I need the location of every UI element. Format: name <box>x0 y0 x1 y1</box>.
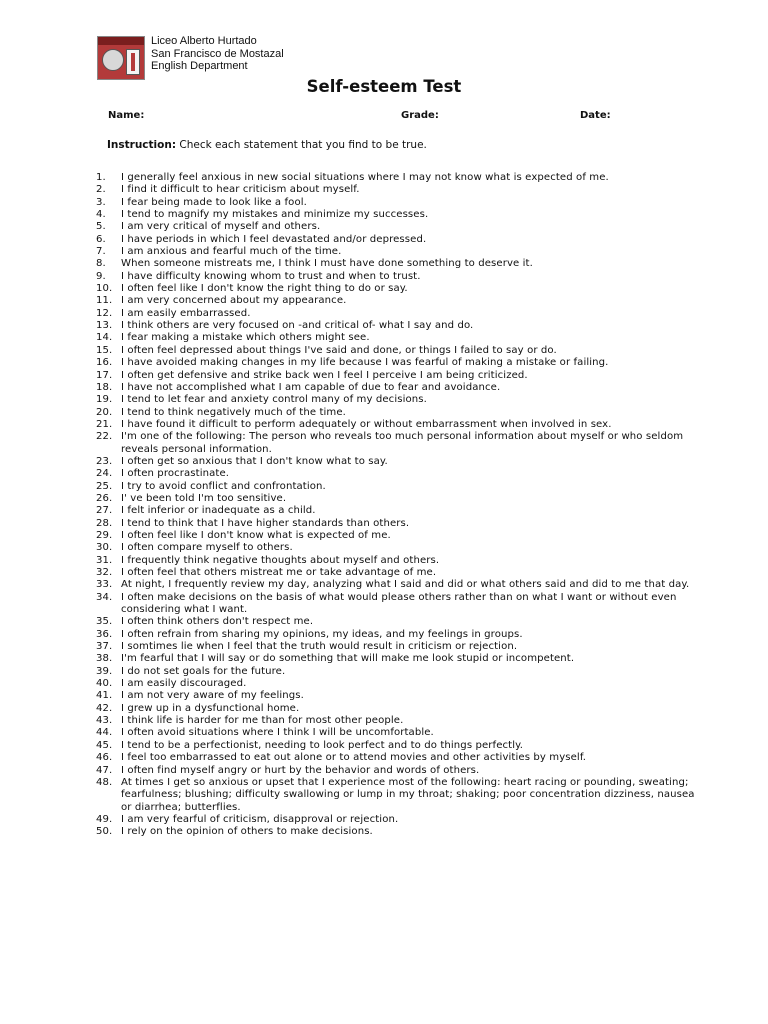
statement-text: I am very concerned about my appearance. <box>121 295 347 307</box>
statement-item <box>96 197 696 209</box>
statement-text: I grew up in a dysfunctional home. <box>121 702 300 714</box>
statement-text: I have avoided making changes in my life because I was fearful of making a mistake or failing. <box>121 357 609 369</box>
statement-number: 44. <box>96 727 113 739</box>
statement-number: 6. <box>96 233 106 245</box>
statement-number: 27. <box>96 505 113 517</box>
statement-number: 14. <box>96 332 113 344</box>
statement-number: 2. <box>96 184 106 196</box>
statement-text: I do not set goals for the future. <box>121 665 286 677</box>
statement-number: 36. <box>96 628 113 640</box>
statement-text: I frequently think negative thoughts about myself and others. <box>121 554 440 566</box>
statement-text: At times I get so anxious or upset that I experience most of the following: heart racing or pounding, sweating; fearfulness; blushing; difficulty swallowing or lump in my throat; shaking; poor concentration dizziness, nausea or diarrhea; butterflies. <box>121 776 695 813</box>
statement-item <box>96 777 696 814</box>
statement-text: I fear making a mistake which others might see. <box>121 332 370 344</box>
statement-item <box>96 542 696 554</box>
statement-item <box>96 320 696 332</box>
statement-number: 11. <box>96 295 113 307</box>
statement-number: 33. <box>96 579 113 591</box>
statement-text: I try to avoid conflict and confrontation. <box>121 480 326 492</box>
statement-item <box>96 283 696 295</box>
statement-number: 41. <box>96 690 113 702</box>
statement-number: 19. <box>96 394 113 406</box>
statement-item <box>96 345 696 357</box>
statement-number: 24. <box>96 468 113 480</box>
statement-number: 20. <box>96 406 113 418</box>
statement-list <box>96 172 696 839</box>
statement-text: I tend to think that I have higher standards than others. <box>121 517 410 529</box>
statement-number: 32. <box>96 567 113 578</box>
statement-text: I generally feel anxious in new social situations where I may not know what is expected of me. <box>121 172 609 183</box>
statement-text: I tend to magnify my mistakes and minimize my successes. <box>121 209 429 221</box>
statement-number: 26. <box>96 492 113 504</box>
statement-item <box>96 666 696 678</box>
statement-item <box>96 703 696 715</box>
statement-text: I often feel that others mistreat me or take advantage of me. <box>121 567 437 578</box>
statement-number: 49. <box>96 813 113 825</box>
statement-item <box>96 394 696 406</box>
school-location: San Francisco de Mostazal <box>151 47 284 60</box>
statement-number: 4. <box>96 209 106 221</box>
school-name: Liceo Alberto Hurtado <box>151 35 257 47</box>
statement-item <box>96 579 696 591</box>
statement-item <box>96 332 696 344</box>
statement-text: I tend to be a perfectionist, needing to look perfect and to do things perfectly. <box>121 739 524 751</box>
statement-item <box>96 234 696 246</box>
statement-item <box>96 184 696 196</box>
instruction <box>107 139 427 151</box>
statement-number: 10. <box>96 283 113 295</box>
statement-item <box>96 505 696 517</box>
statement-item <box>96 357 696 369</box>
statement-text: When someone mistreats me, I think I must have done something to deserve it. <box>121 258 533 270</box>
statement-number: 29. <box>96 529 113 541</box>
statement-item <box>96 221 696 233</box>
statement-number: 47. <box>96 764 113 776</box>
statement-number: 25. <box>96 480 113 492</box>
statement-item <box>96 752 696 764</box>
statement-number: 22. <box>96 431 113 443</box>
statement-number: 31. <box>96 554 113 566</box>
statement-number: 39. <box>96 665 113 677</box>
statement-item <box>96 209 696 221</box>
statement-number: 48. <box>96 776 113 788</box>
statement-text: I find it difficult to hear criticism about myself. <box>121 184 360 196</box>
statement-number: 40. <box>96 678 113 690</box>
statement-text: I often feel like I don't know what is expected of me. <box>121 529 391 541</box>
statement-item <box>96 172 696 184</box>
statement-text: I felt inferior or inadequate as a child. <box>121 505 316 517</box>
statement-text: I somtimes lie when I feel that the truth would result in criticism or rejection. <box>121 641 518 653</box>
page-title: Self-esteem Test <box>306 77 462 96</box>
statement-item <box>96 456 696 468</box>
statement-text: I' ve been told I'm too sensitive. <box>121 492 287 504</box>
grade-field-label: Grade: <box>401 110 439 121</box>
statement-item <box>96 308 696 320</box>
statement-item <box>96 727 696 739</box>
instruction-text: Check each statement that you find to be true. <box>179 139 427 151</box>
statement-item <box>96 814 696 826</box>
statement-text: I tend to think negatively much of the time. <box>121 406 346 418</box>
statement-number: 3. <box>96 196 106 208</box>
statement-text: I am not very aware of my feelings. <box>121 690 304 702</box>
statement-item <box>96 616 696 628</box>
statement-text: I think life is harder for me than for most other people. <box>121 715 404 727</box>
statement-item <box>96 765 696 777</box>
statement-number: 7. <box>96 246 106 258</box>
statement-item <box>96 592 696 617</box>
statement-number: 45. <box>96 739 113 751</box>
statement-number: 13. <box>96 320 113 332</box>
statement-text: I rely on the opinion of others to make decisions. <box>121 826 373 838</box>
statement-item <box>96 653 696 665</box>
statement-text: I have periods in which I feel devastated and/or depressed. <box>121 233 427 245</box>
statement-number: 1. <box>96 172 106 183</box>
statement-number: 16. <box>96 357 113 369</box>
statement-number: 18. <box>96 381 113 393</box>
statement-item <box>96 678 696 690</box>
statement-item <box>96 431 696 456</box>
statement-text: I think others are very focused on -and critical of- what I say and do. <box>121 320 474 332</box>
statement-item <box>96 740 696 752</box>
statement-item <box>96 715 696 727</box>
statement-item <box>96 481 696 493</box>
statement-number: 38. <box>96 653 113 665</box>
statement-number: 21. <box>96 418 113 430</box>
statement-number: 15. <box>96 344 113 356</box>
statement-number: 5. <box>96 221 106 233</box>
statement-text: I feel too embarrassed to eat out alone or to attend movies and other activities by myself. <box>121 752 587 764</box>
statement-item <box>96 629 696 641</box>
statement-text: I tend to let fear and anxiety control many of my decisions. <box>121 394 427 406</box>
crest-pillar <box>126 49 140 75</box>
statement-item <box>96 493 696 505</box>
statement-text: I fear being made to look like a fool. <box>121 196 307 208</box>
statement-text: I am easily discouraged. <box>121 678 247 690</box>
statement-number: 35. <box>96 616 113 628</box>
statement-item <box>96 567 696 579</box>
name-field-label: Name: <box>108 110 145 121</box>
statement-number: 8. <box>96 258 106 270</box>
statement-item <box>96 530 696 542</box>
statement-item <box>96 382 696 394</box>
department-name: English Department <box>151 60 248 72</box>
statement-item <box>96 555 696 567</box>
statement-number: 23. <box>96 455 113 467</box>
statement-text: I often find myself angry or hurt by the behavior and words of others. <box>121 764 480 776</box>
crest-band <box>98 37 144 45</box>
statement-text: I have difficulty knowing whom to trust and when to trust. <box>121 270 421 282</box>
statement-text: I have found it difficult to perform adequately or without embarrassment when involved in sex. <box>121 418 612 430</box>
school-crest-icon <box>97 36 145 80</box>
statement-text: I often get so anxious that I don't know what to say. <box>121 455 388 467</box>
statement-number: 12. <box>96 307 113 319</box>
statement-number: 46. <box>96 752 113 764</box>
statement-number: 43. <box>96 715 113 727</box>
statement-item <box>96 518 696 530</box>
date-field-label: Date: <box>580 110 611 121</box>
statement-text: I often refrain from sharing my opinions, my ideas, and my feelings in groups. <box>121 628 523 640</box>
statement-text: I am very critical of myself and others. <box>121 221 321 233</box>
statement-item <box>96 258 696 270</box>
statement-item <box>96 419 696 431</box>
statement-number: 9. <box>96 270 106 282</box>
statement-number: 50. <box>96 826 113 838</box>
statement-text: I often feel depressed about things I've said and done, or things I failed to say or do. <box>121 344 557 356</box>
statement-text: I often procrastinate. <box>121 468 230 480</box>
statement-text: I often make decisions on the basis of what would please others rather than on what I want or without even considering what I want. <box>121 591 677 616</box>
statement-text: I have not accomplished what I am capable of due to fear and avoidance. <box>121 381 501 393</box>
statement-item <box>96 826 696 838</box>
statement-number: 42. <box>96 702 113 714</box>
statement-text: At night, I frequently review my day, analyzing what I said and did or what others said and did to me that day. <box>121 579 690 591</box>
statement-item <box>96 468 696 480</box>
statement-item <box>96 690 696 702</box>
statement-text: I often avoid situations where I think I will be uncomfortable. <box>121 727 434 739</box>
statement-text: I am very fearful of criticism, disapproval or rejection. <box>121 813 399 825</box>
statement-text: I often think others don't respect me. <box>121 616 314 628</box>
statement-text: I'm fearful that I will say or do something that will make me look stupid or incompetent. <box>121 653 575 665</box>
statement-text: I often get defensive and strike back wen I feel I perceive I am being criticized. <box>121 369 528 381</box>
statement-number: 28. <box>96 517 113 529</box>
statement-item <box>96 246 696 258</box>
instruction-label: Instruction: <box>107 139 177 151</box>
statement-number: 30. <box>96 542 113 554</box>
school-header <box>151 35 284 73</box>
statement-text: I often feel like I don't know the right thing to do or say. <box>121 283 408 295</box>
statement-text: I am anxious and fearful much of the time. <box>121 246 342 258</box>
statement-item <box>96 407 696 419</box>
crest-emblem <box>102 49 124 71</box>
statement-number: 37. <box>96 641 113 653</box>
statement-text: I'm one of the following: The person who reveals too much personal information about myself or who seldom reveals personal information. <box>121 431 684 455</box>
statement-number: 17. <box>96 369 113 381</box>
statement-number: 34. <box>96 591 113 603</box>
statement-text: I am easily embarrassed. <box>121 307 251 319</box>
statement-item <box>96 271 696 283</box>
statement-item <box>96 370 696 382</box>
statement-item <box>96 295 696 307</box>
statement-item <box>96 641 696 653</box>
statement-text: I often compare myself to others. <box>121 542 293 554</box>
